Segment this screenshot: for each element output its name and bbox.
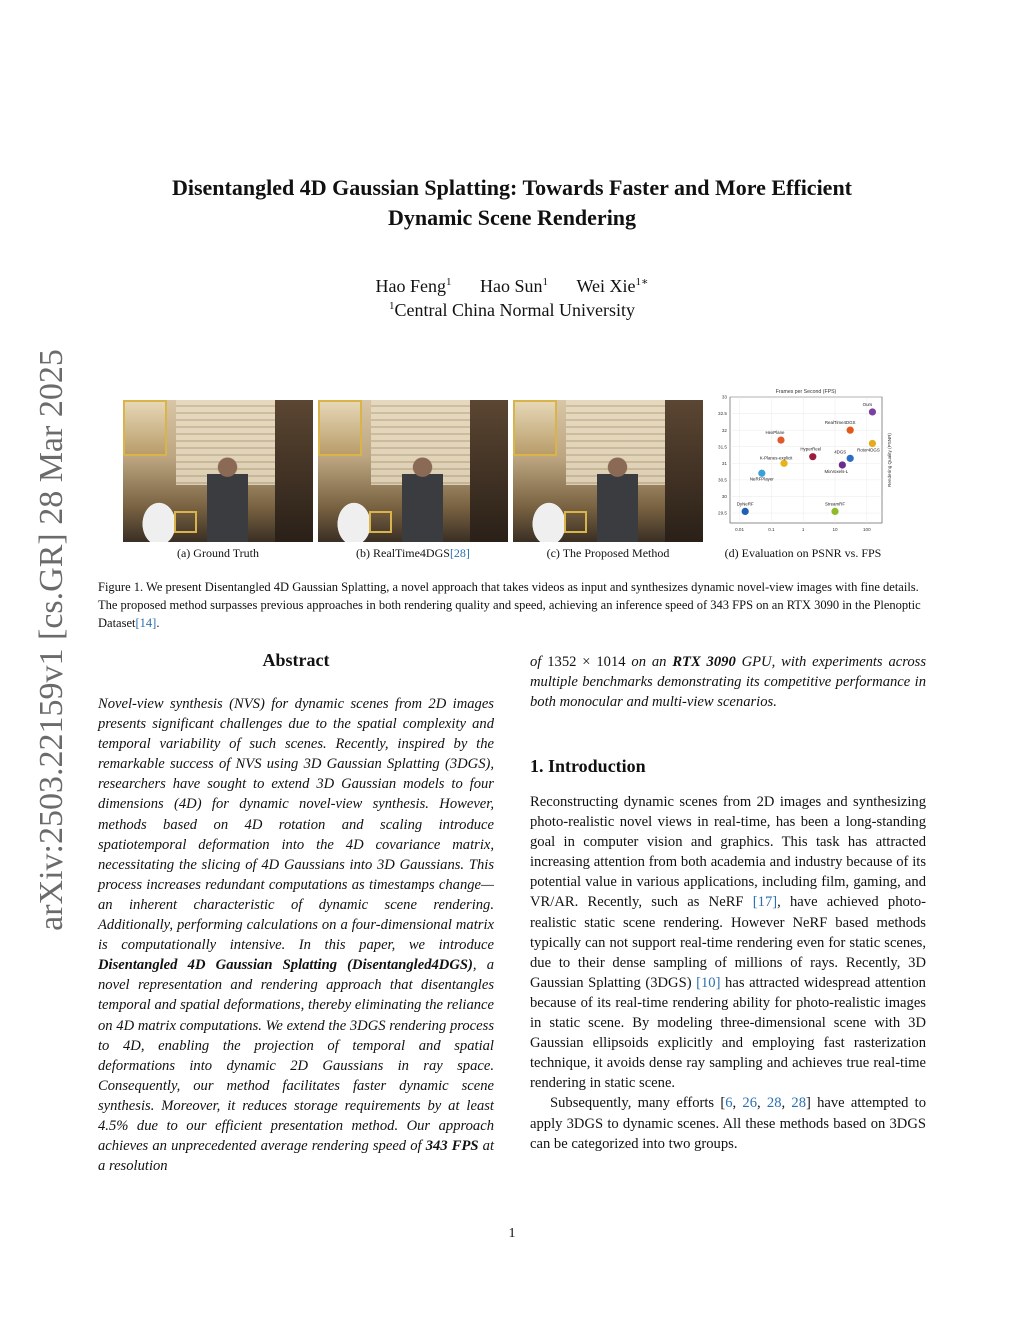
intro-paragraph: Reconstructing dynamic scenes from 2D images and synthesizing photo-realistic novel views in real-time, has been a long-standing goal in computer vision and graphics. This task has attracted increasing attention from both academia and industry because of its potential value in various applications, including film, gaming, and VR/AR. Recently, such as NeRF [17], have achieved photo-realistic static scene rendering. However NeRF based methods typically can not support real-time rendering even for static scenes, due to their dense sampling of millions of rays. Recently, 3D Gaussian Splatting (3DGS) [10] has attracted widespread attention because of its real-time rendering ability for photo-realistic images in static scene. By modeling three-dimensional scene with 3D Gaussian ellipsoids explicitly and employing fast rasterization technique, it avoids dense ray sampling and achieves true real-time rendering in static scene. <box>530 794 926 1092</box>
section-heading-introduction: 1. Introduction <box>530 756 646 776</box>
data-point-label: StreamRF <box>825 501 846 507</box>
zoom-inset <box>318 400 362 456</box>
data-point-label: HyperReel <box>800 446 822 452</box>
data-point <box>742 508 749 515</box>
y-tick-label: 31.5 <box>718 444 727 450</box>
abstract-heading: Abstract <box>262 650 330 670</box>
data-point <box>839 461 846 468</box>
author: Wei Xie$^{1∗}$ <box>576 276 649 296</box>
y-tick-label: 33 <box>721 394 727 400</box>
data-point <box>847 427 854 434</box>
citation-link[interactable]: [10] <box>696 974 721 991</box>
title-line-2: Dynamic Scene Rendering <box>387 205 637 230</box>
author: Hao Sun$^1$ <box>479 276 548 296</box>
chart-y-label: Rendering Quality (PSNR) <box>887 433 892 487</box>
zoom-inset <box>513 400 557 456</box>
y-tick-label: 32.5 <box>718 411 727 417</box>
data-point-label: RealTime4DGS <box>824 420 856 426</box>
citation-link[interactable]: 28 <box>766 1095 782 1112</box>
citation-link[interactable]: 6 <box>725 1095 733 1112</box>
citation-link[interactable]: 26 <box>742 1095 757 1112</box>
caption-c: (c) The Proposed Method <box>546 546 670 560</box>
citation-link[interactable]: [17] <box>752 894 778 911</box>
y-tick-label: 29.5 <box>718 510 727 516</box>
caption-b: (b) RealTime4DGS[28] <box>356 546 470 560</box>
paper-title <box>100 173 924 233</box>
citation-link[interactable]: 28 <box>791 1095 806 1112</box>
data-point-label: Rotor4DGS <box>857 447 880 453</box>
figure-panel-realtime4dgs <box>318 400 508 542</box>
data-point <box>831 508 838 515</box>
arxiv-identifier <box>30 320 70 960</box>
author: Hao Feng$^1$ <box>375 276 452 296</box>
data-point-label: HexPlane <box>765 430 785 436</box>
y-tick-label: 30.5 <box>718 477 727 483</box>
data-point <box>809 453 816 460</box>
data-point-label: MixVoxels-L <box>824 468 849 474</box>
data-point <box>869 408 876 415</box>
arxiv-id-text: arXiv:2503.22159v1 [cs.GR] 28 Mar 2025 <box>33 349 70 931</box>
x-tick-label: 10 <box>832 527 838 532</box>
intro-paragraph: Subsequently, many efforts [6, 26, 28, 28] have attempted to apply 3DGS to dynamic scenes. All these methods based on 3DGS can be categorized into two groups. <box>530 1095 927 1152</box>
zoom-inset <box>123 400 167 456</box>
data-point-label: Ours <box>862 401 873 407</box>
page-number: 1 <box>508 1226 516 1241</box>
data-point <box>777 437 784 444</box>
data-point-label: DyNeRF <box>736 501 754 507</box>
caption-d: (d) Evaluation on PSNR vs. FPS <box>724 546 882 560</box>
citation-link[interactable]: [14] <box>135 616 157 630</box>
caption-a: (a) Ground Truth <box>176 546 259 560</box>
data-point <box>869 440 876 447</box>
data-point <box>780 460 787 467</box>
x-tick-label: 100 <box>862 527 871 532</box>
x-tick-label: 0.1 <box>768 527 775 532</box>
affiliation: $^1$Central China Normal University <box>389 300 635 320</box>
y-tick-label: 30 <box>721 494 727 500</box>
data-point <box>847 455 854 462</box>
title-line-1: Disentangled 4D Gaussian Splatting: Towards Faster and More Efficient <box>171 175 853 200</box>
figure-panel-proposed <box>513 400 703 542</box>
chart-title: Frames per Second (FPS) <box>775 389 837 395</box>
psnr-fps-chart <box>708 384 898 546</box>
chart-svg <box>708 384 898 546</box>
data-point-label: 4DGS <box>834 449 847 455</box>
abstract-continuation: of 1352 × 1014 on an RTX 3090 GPU, with experiments across multiple benchmarks demonstrating its competitive performance in both monocular and multi-view scenarios. <box>530 654 927 711</box>
y-tick-label: 32 <box>721 427 727 433</box>
y-tick-label: 31 <box>721 460 727 466</box>
x-tick-label: 0.01 <box>735 527 745 532</box>
introduction-body <box>530 792 926 1154</box>
figure-panel-ground-truth <box>123 400 313 542</box>
data-point-label: K-Planes-explicit <box>759 455 793 461</box>
x-tick-label: 1 <box>801 527 805 532</box>
abstract-body: Novel-view synthesis (NVS) for dynamic scenes from 2D images presents significant challenges due to the spatial complexity and temporal variability of such scenes. Recently, inspired by the remarkable success of NVS using 3D Gaussian Splatting (3DGS), researchers have sought to extend 3D Gaussian models to four dimensions (4D) for dynamic novel-view synthesis. However, methods based on 4D rotation and scaling introduce spatiotemporal deformation into the 4D covariance matrix, necessitating the slicing of 4D Gaussians into 3D Gaussians. This process increases redundant computations as timestamps change—an inherent characteristic of dynamic scene rendering. Additionally, performing calculations on a four-dimensional matrix is computationally intensive. In this paper, we introduce Disentangled 4D Gaussian Splatting (Disentangled4DGS), a novel representation and rendering approach that disentangles temporal and spatial deformations, thereby eliminating the reliance on 4D matrix computations. We extend the 3DGS rendering process to 4D, enabling the projection of temporal and spatial deformations into dynamic 2D Gaussians in ray space. Consequently, our method facilitates faster dynamic scene synthesis. Moreover, it reduces storage requirements by at least 4.5% due to our efficient presentation method. Our approach achieves an unprecedented average rendering speed of 343 FPS at a resolution <box>98 696 494 1175</box>
data-point-label: NeRFPlayer <box>749 476 774 482</box>
citation-link[interactable]: [28] <box>449 546 470 560</box>
figure-caption: Figure 1. We present Disentangled 4D Gaussian Splatting, a novel approach that takes videos as input and synthesizes dynamic novel-view images with fine details. The proposed method surpasses previous approaches in both rendering quality and speed, achieving an inference speed of 343 FPS on an RTX 3090 in the Plenoptic Dataset[14]. <box>98 580 921 630</box>
